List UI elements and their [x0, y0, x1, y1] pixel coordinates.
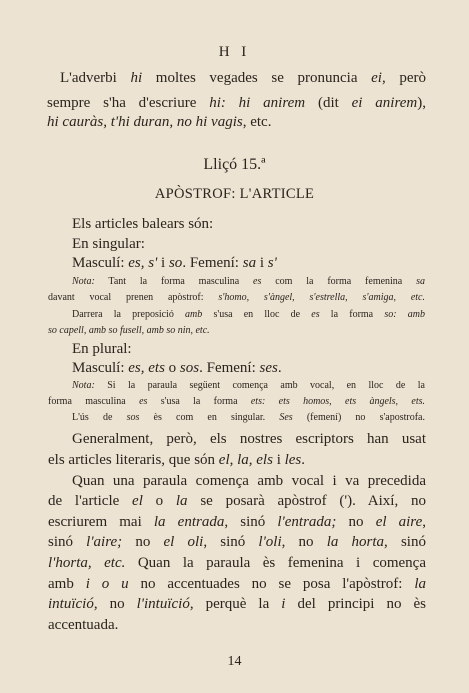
text-line: els articles literaris, que són el, la, els i les.: [48, 452, 306, 468]
section-title: APÒSTROF: L'ARTICLE: [154, 186, 315, 202]
text-line: En singular:: [72, 236, 145, 252]
intro-line: sempre s'ha d'escriure hi: hi anirem (dit ei anirem),: [47, 95, 426, 111]
page-number: 14: [227, 654, 242, 669]
text-line: Masculí: es, s' i so. Femení: sa i s': [72, 255, 277, 271]
text-line: Els articles balears són:: [72, 216, 214, 232]
note-line: Nota: Si la paraula següent comença amb vocal, en lloc de la: [72, 380, 425, 391]
text-line: intuïció, no l'intuïció, perquè la i del principi no ès: [48, 596, 427, 612]
intro-line: L'adverbi hi moltes vegades se pronuncia ei, però: [60, 70, 427, 86]
text-line: escriurem mai la entrada, sinó l'entrada; no el aire,: [48, 514, 426, 530]
intro-line: hi cauràs, t'hi duran, no hi vagis, etc.: [47, 114, 272, 130]
text-line: sinó l'aire; no el oli, sinó l'oli, no la horta, sinó: [48, 534, 426, 550]
note-line: Darrera la preposició amb s'usa en lloc de es la forma so: amb: [72, 309, 425, 320]
text-line: Masculí: es, ets o sos. Femení: ses.: [72, 360, 282, 376]
text-line: l'horta, etc. Quan la paraula ès femenina i comença: [48, 555, 426, 571]
text-line: accentuada.: [48, 617, 119, 633]
page-header: H I: [218, 44, 251, 60]
note-line: Nota: Tant la forma masculina es com la forma femenina sa: [72, 276, 425, 287]
lesson-title: Lliçó 15.ª: [203, 156, 266, 173]
note-line: forma masculina es s'usa la forma ets: ets homos, ets àngels, ets.: [48, 396, 425, 407]
text-line: de l'article el o la se posarà apòstrof ('). Així, no: [48, 493, 426, 509]
note-line: so capell, amb so fusell, amb so nin, etc.: [48, 325, 210, 336]
text-line: amb i o u no accentuades no se posa l'apòstrof: la: [48, 576, 426, 592]
note-line: L'ús de sos ès com en singular. Ses (femení) no s'apostrofa.: [72, 412, 425, 423]
text-line: Generalment, però, els nostres escriptors han usat: [72, 431, 426, 447]
note-line: davant vocal prenen apòstrof: s'homo, s'àngel, s'estrella, s'amiga, etc.: [48, 292, 425, 303]
text-line: En plural:: [72, 341, 132, 357]
text-line: Quan una paraula comença amb vocal i va precedida: [72, 473, 426, 489]
